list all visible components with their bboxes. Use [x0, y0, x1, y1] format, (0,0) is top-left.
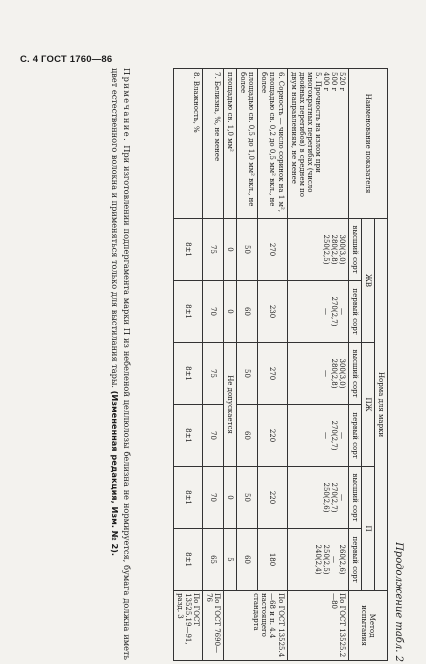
table-cell: 220 — [258, 467, 287, 529]
mark-p: П — [361, 467, 374, 591]
table-cell: 8±1 — [174, 281, 203, 343]
mark-zhv: ЖВ — [361, 219, 374, 343]
table-cell-not-allowed: Не допускается — [224, 343, 237, 467]
cell-value: 270(2,7) — [329, 482, 338, 513]
note-text: При изготовлении подпергамента марки П из небеленой целлюлозы белизна не нормируется, бумага должна иметь цвет естественного волокна и применяться только для выстилания тары. — [110, 68, 132, 660]
table-cell — [287, 219, 348, 281]
mark-pzh: ПЖ — [361, 343, 374, 467]
table-cell: 50 — [237, 467, 258, 529]
table-cell: 8±1 — [174, 529, 203, 591]
table-cell: 0 — [224, 281, 237, 343]
grade-header: высший сорт — [348, 343, 361, 405]
cell-value: 250(2,5) — [321, 234, 330, 265]
table-cell: 60 — [237, 281, 258, 343]
row-name — [287, 69, 348, 219]
table-cell — [287, 281, 348, 343]
rotated-page — [10, 62, 410, 662]
table-continuation-label: Продолжение табл. 2 — [393, 542, 404, 662]
note-edition: (Измененная редакция, Изм. № 2). — [110, 390, 121, 557]
grade-header: первый сорт — [348, 405, 361, 467]
method-cell: По ГОСТ 13525.4—68 и п. 4.4 настоящего стандарта — [224, 591, 287, 661]
table-cell: 8±1 — [174, 405, 203, 467]
method-cell: По ГОСТ 13525.2—80 — [287, 591, 348, 661]
table-cell: 0 — [224, 219, 237, 281]
cell-value: 280(2,8) — [329, 358, 338, 389]
table-cell: 8±1 — [174, 219, 203, 281]
header-indicator: Наименование показателя — [348, 69, 387, 219]
table-cell: 70 — [203, 405, 224, 467]
table-row-whiteness — [203, 69, 224, 661]
cell-value: 270(2,7) — [329, 296, 338, 327]
table-cell: 75 — [203, 219, 224, 281]
cell-value: — — [337, 494, 346, 501]
table-row-strength — [287, 69, 348, 661]
table-row-dirt-small — [258, 69, 287, 661]
table-cell: 230 — [258, 281, 287, 343]
table-cell: 70 — [203, 281, 224, 343]
table-cell — [287, 467, 348, 529]
row-name-line: 5. Прочность на излом при многократных перегибах (число двойных перегибов) в среднем по двум направлениям, не менее — [289, 72, 322, 198]
cell-value: — — [337, 308, 346, 315]
table-cell: 5 — [224, 529, 237, 591]
row-name: 7. Белизна, %, не менее — [203, 69, 224, 219]
norms-table — [173, 68, 388, 661]
cell-value: 250(2,6) — [321, 482, 330, 513]
table-cell: 60 — [237, 405, 258, 467]
grade-header: первый сорт — [348, 281, 361, 343]
cell-value: 260(2,6) — [337, 544, 346, 575]
table-row-humidity — [174, 69, 203, 661]
table-row-dirt-large — [224, 69, 237, 661]
row-name: 6. Сорность — число соринок на 1 м², площадью св. 0,2 до 0,5 мм² вкл., не более — [258, 69, 287, 219]
cell-value: — — [321, 432, 330, 439]
table-cell — [287, 343, 348, 405]
cell-value: — — [321, 370, 330, 377]
cell-value: 250(2,5) — [321, 544, 330, 575]
note-label: Примечание. — [122, 68, 132, 143]
table-cell: 75 — [203, 343, 224, 405]
cell-value: — — [329, 556, 338, 564]
cell-value: 270(2,7) — [329, 420, 338, 451]
grade-header: высший сорт — [348, 219, 361, 281]
table-cell — [287, 529, 348, 591]
table-cell: 0 — [224, 467, 237, 529]
table-cell: 70 — [203, 467, 224, 529]
table-cell: 220 — [258, 405, 287, 467]
row-name-line: 400 г — [321, 72, 330, 92]
grade-header: первый сорт — [348, 529, 361, 591]
cell-value: 280(2,8) — [329, 234, 338, 265]
cell-value: 300(3,0) — [337, 234, 346, 265]
table-cell: 60 — [237, 529, 258, 591]
row-name-line: 520 г — [337, 72, 346, 92]
table-cell: 270 — [258, 219, 287, 281]
page-header: С. 4 ГОСТ 1760—86 — [20, 54, 113, 65]
method-cell: По ГОСТ 13525.19—91, разд. 3 — [174, 591, 203, 661]
row-name: площадью св. 1,0 мм² — [224, 69, 237, 219]
table-cell: 65 — [203, 529, 224, 591]
header-method: Метод испытания — [348, 591, 387, 661]
table-cell: 50 — [237, 219, 258, 281]
table-cell: 50 — [237, 343, 258, 405]
cell-value: 300(3,0) — [337, 358, 346, 389]
table-cell: 8±1 — [174, 467, 203, 529]
row-name-line: 500 г — [329, 72, 338, 92]
table-cell: 270 — [258, 343, 287, 405]
cell-value: 240(2,4) — [313, 544, 322, 575]
table-note — [108, 68, 132, 660]
header-norm: Норма для марки — [374, 219, 387, 591]
grade-header: высший сорт — [348, 467, 361, 529]
table-cell — [287, 405, 348, 467]
table-row-dirt-medium — [237, 69, 258, 661]
cell-value: — — [321, 308, 330, 315]
row-name: 8. Влажность, % — [174, 69, 203, 219]
row-name: площадью св. 0,5 до 1,0 мм² вкл., не более — [237, 69, 258, 219]
header-row-1 — [374, 69, 387, 661]
table-cell: 180 — [258, 529, 287, 591]
method-cell: По ГОСТ 7690—76 — [203, 591, 224, 661]
table-cell: 8±1 — [174, 343, 203, 405]
cell-value: — — [337, 432, 346, 439]
